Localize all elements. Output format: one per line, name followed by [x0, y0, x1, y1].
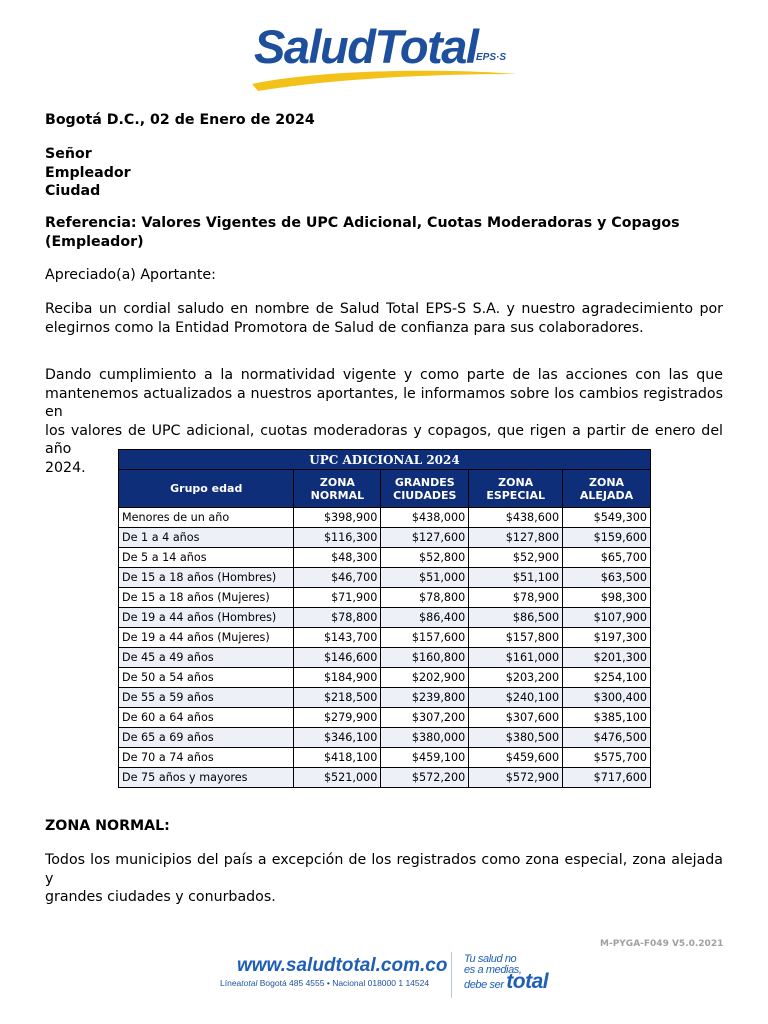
- zona-normal-description: [45, 851, 723, 907]
- value-cell: $438,600: [469, 508, 563, 528]
- reference-line: Referencia: Valores Vigentes de UPC Adicional, Cuotas Moderadoras y Copagos: [45, 215, 680, 231]
- value-cell: $78,900: [469, 588, 563, 608]
- value-cell: $63,500: [563, 568, 651, 588]
- value-cell: $203,200: [469, 668, 563, 688]
- table-row: [119, 728, 651, 748]
- value-cell: $254,100: [563, 668, 651, 688]
- value-cell: $300,400: [563, 688, 651, 708]
- value-cell: $476,500: [563, 728, 651, 748]
- slogan-brand: total: [506, 970, 549, 993]
- value-cell: $197,300: [563, 628, 651, 648]
- value-cell: $279,900: [294, 708, 381, 728]
- age-group-cell: De 5 a 14 años: [119, 548, 294, 568]
- greeting: Apreciado(a) Aportante:: [45, 267, 216, 283]
- value-cell: $86,400: [381, 608, 469, 628]
- paragraph-intro: [45, 300, 723, 337]
- value-cell: $202,900: [381, 668, 469, 688]
- age-group-cell: De 19 a 44 años (Hombres): [119, 608, 294, 628]
- value-cell: $98,300: [563, 588, 651, 608]
- value-cell: $157,800: [469, 628, 563, 648]
- table-row: [119, 568, 651, 588]
- paragraph-line: 2024.: [45, 459, 86, 476]
- paragraph-line: los valores de UPC adicional, cuotas moderadoras y copagos, que rigen a partir de enero del año: [45, 422, 723, 457]
- value-cell: $146,600: [294, 648, 381, 668]
- value-cell: $572,900: [469, 768, 563, 788]
- paragraph-line: Todos los municipios del país a excepción de los registrados como zona especial, zona alejada y: [45, 852, 723, 887]
- value-cell: $127,600: [381, 528, 469, 548]
- table-row: [119, 648, 651, 668]
- contact-line: [220, 978, 429, 988]
- value-cell: $86,500: [469, 608, 563, 628]
- age-group-cell: De 65 a 69 años: [119, 728, 294, 748]
- salud-total-logo: [248, 22, 520, 84]
- age-group-cell: De 70 a 74 años: [119, 748, 294, 768]
- column-header-zona-especial: ZONA ESPECIAL: [469, 470, 563, 508]
- value-cell: $65,700: [563, 548, 651, 568]
- age-group-cell: De 75 años y mayores: [119, 768, 294, 788]
- footer-divider: [451, 952, 452, 998]
- paragraph-line: mantenemos actualizados a nuestros aportantes, le informamos sobre los cambios registrados en: [45, 385, 723, 420]
- value-cell: $398,900: [294, 508, 381, 528]
- value-cell: $218,500: [294, 688, 381, 708]
- table-row: [119, 548, 651, 568]
- value-cell: $201,300: [563, 648, 651, 668]
- recipient-line: Señor: [45, 146, 92, 162]
- paragraph-line: Dando cumplimiento a la normatividad vigente y como parte de las acciones con las que: [45, 367, 723, 383]
- paragraph-line: grandes ciudades y conurbados.: [45, 889, 276, 905]
- phone-numbers: Bogotá 485 4555 • Nacional 018000 1 14524: [259, 978, 430, 988]
- value-cell: $71,900: [294, 588, 381, 608]
- column-header-zona-normal: ZONA NORMAL: [294, 470, 381, 508]
- table-row: [119, 628, 651, 648]
- age-group-cell: De 60 a 64 años: [119, 708, 294, 728]
- reference-line: (Empleador): [45, 233, 144, 250]
- value-cell: $160,800: [381, 648, 469, 668]
- reference-block: [45, 214, 723, 251]
- age-group-cell: De 15 a 18 años (Mujeres): [119, 588, 294, 608]
- website-link[interactable]: www.saludtotal.com.co: [237, 955, 448, 976]
- value-cell: $46,700: [294, 568, 381, 588]
- value-cell: $52,800: [381, 548, 469, 568]
- value-cell: $717,600: [563, 768, 651, 788]
- recipient-line: Empleador: [45, 164, 131, 181]
- value-cell: $161,000: [469, 648, 563, 668]
- linea-label: Línea: [220, 978, 242, 988]
- slogan-line: es a medias,: [464, 964, 522, 976]
- value-cell: $459,100: [381, 748, 469, 768]
- table-title: UPC ADICIONAL 2024: [119, 450, 651, 470]
- value-cell: $346,100: [294, 728, 381, 748]
- table-body: [119, 508, 651, 788]
- column-header-grupo-edad: Grupo edad: [119, 470, 294, 508]
- value-cell: $572,200: [381, 768, 469, 788]
- table-row: [119, 588, 651, 608]
- table-row: [119, 708, 651, 728]
- slogan: [464, 954, 548, 991]
- slogan-line: Tu salud no: [464, 953, 517, 965]
- age-group-cell: De 55 a 59 años: [119, 688, 294, 708]
- value-cell: $78,800: [381, 588, 469, 608]
- table-row: [119, 768, 651, 788]
- value-cell: $438,000: [381, 508, 469, 528]
- value-cell: $549,300: [563, 508, 651, 528]
- value-cell: $521,000: [294, 768, 381, 788]
- recipient-line: Ciudad: [45, 183, 101, 199]
- value-cell: $380,000: [381, 728, 469, 748]
- paragraph-line: Reciba un cordial saludo en nombre de Salud Total EPS-S S.A. y nuestro agradecimiento por: [45, 301, 723, 317]
- value-cell: $48,300: [294, 548, 381, 568]
- value-cell: $380,500: [469, 728, 563, 748]
- age-group-cell: Menores de un año: [119, 508, 294, 528]
- table-row: [119, 608, 651, 628]
- value-cell: $143,700: [294, 628, 381, 648]
- letter-date: Bogotá D.C., 02 de Enero de 2024: [45, 112, 315, 128]
- table-row: [119, 688, 651, 708]
- value-cell: $459,600: [469, 748, 563, 768]
- value-cell: $307,200: [381, 708, 469, 728]
- table-row: [119, 508, 651, 528]
- paragraph-line: elegirnos como la Entidad Promotora de Salud de confianza para sus colaboradores.: [45, 319, 644, 336]
- value-cell: $307,600: [469, 708, 563, 728]
- value-cell: $107,900: [563, 608, 651, 628]
- table-row: [119, 668, 651, 688]
- age-group-cell: De 15 a 18 años (Hombres): [119, 568, 294, 588]
- age-group-cell: De 50 a 54 años: [119, 668, 294, 688]
- value-cell: $184,900: [294, 668, 381, 688]
- value-cell: $52,900: [469, 548, 563, 568]
- value-cell: $51,000: [381, 568, 469, 588]
- linea-brand: total: [241, 978, 258, 988]
- value-cell: $51,100: [469, 568, 563, 588]
- logo-suffix: EPS·S: [476, 52, 507, 63]
- value-cell: $240,100: [469, 688, 563, 708]
- value-cell: $157,600: [381, 628, 469, 648]
- age-group-cell: De 45 a 49 años: [119, 648, 294, 668]
- value-cell: $575,700: [563, 748, 651, 768]
- upc-table: [118, 449, 651, 788]
- zona-normal-heading: ZONA NORMAL:: [45, 818, 170, 834]
- table-row: [119, 748, 651, 768]
- age-group-cell: De 19 a 44 años (Mujeres): [119, 628, 294, 648]
- value-cell: $159,600: [563, 528, 651, 548]
- value-cell: $116,300: [294, 528, 381, 548]
- column-header-zona-alejada: ZONA ALEJADA: [563, 470, 651, 508]
- age-group-cell: De 1 a 4 años: [119, 528, 294, 548]
- value-cell: $385,100: [563, 708, 651, 728]
- form-code: M-PYGA-F049 V5.0.2021: [600, 939, 724, 949]
- logo-wordmark: SaludTotal: [254, 20, 478, 73]
- recipient-block: [45, 145, 723, 201]
- column-header-grandes-ciudades: GRANDES CIUDADES: [381, 470, 469, 508]
- value-cell: $127,800: [469, 528, 563, 548]
- slogan-line: debe ser total: [464, 970, 549, 993]
- value-cell: $239,800: [381, 688, 469, 708]
- value-cell: $78,800: [294, 608, 381, 628]
- value-cell: $418,100: [294, 748, 381, 768]
- table-row: [119, 528, 651, 548]
